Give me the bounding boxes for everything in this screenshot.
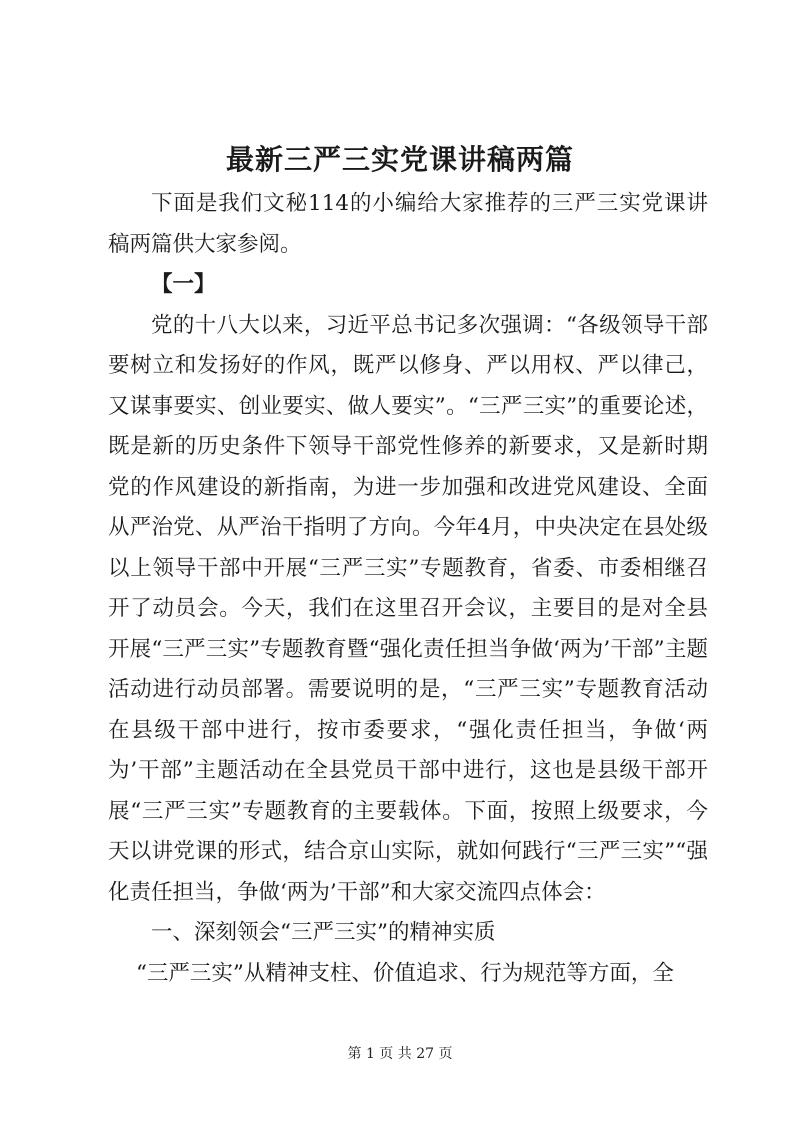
document-body xyxy=(108,184,708,994)
intro-paragraph: 下面是我们文秘114的小编给大家推荐的三严三实党课讲稿两篇供大家参阅。 xyxy=(108,191,708,257)
section-heading: 一、深刻领会“三严三实”的精神实质 xyxy=(151,920,496,945)
document-title: 最新三严三实党课讲稿两篇 xyxy=(225,143,574,176)
body-paragraph: “三严三实”从精神支柱、价值追求、行为规范等方面，全 xyxy=(135,960,674,986)
body-paragraph: 党的十八大以来，习近平总书记多次强调：“各级领导干部要树立和发扬好的作风，既严以修身、严以用权、严以律己，又谋事要实、创业要实、做人要实”。“三严三实”的重要论述，既是新的历史条件下领导干部党性修养的新要求，又是新时期党的作风建设的新指南，为进一步加强和改进党风建设、全面从严治党、从严治干指明了方向。今年4月，中央决定在县处级以上领导干部中开展“三严三实”专题教育，省委、市委相继召开了动员会。今天，我们在这里召开会议，主要目的是对全县开展“三严三实”专题教育暨“强化责任担当争做‘两为’干部”主题活动进行动员部署。需要说明的是，“三严三实”专题教育活动在县级干部中进行，按市委要求，“强化责任担当，争做‘两为’干部”主题活动在全县党员干部中进行，这也是县级干部开展“三严三实”专题教育的主要载体。下面，按照上级要求，今天以讲党课的形式，结合京山实际，就如何践行“三严三实”“强化责任担当，争做‘两为’干部”和大家交流四点体会： xyxy=(108,312,708,905)
section-marker: 【一】 xyxy=(151,272,216,297)
page-footer: 第 1 页 共 27 页 xyxy=(347,1046,453,1062)
